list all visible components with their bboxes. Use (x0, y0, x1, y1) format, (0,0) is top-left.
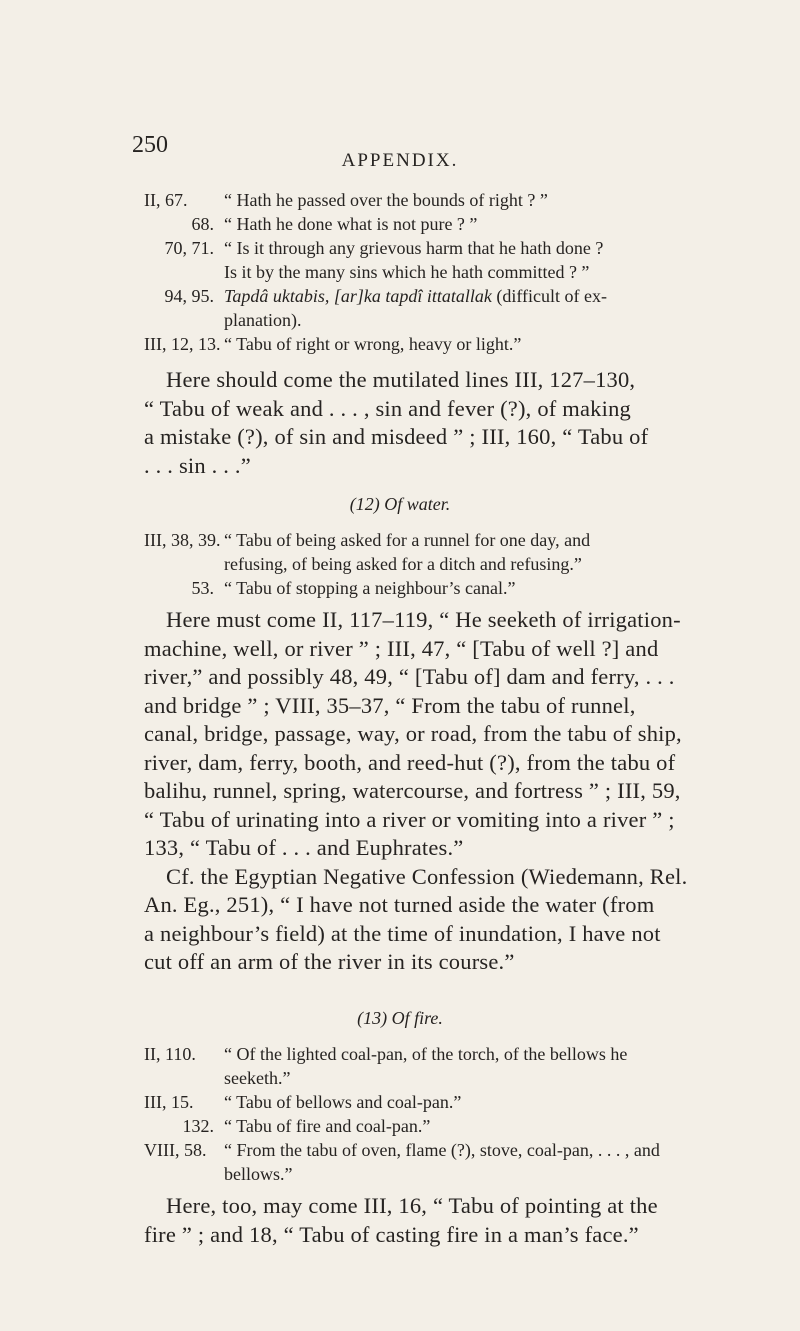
entry (144, 1162, 704, 1186)
paragraph-line: An. Eg., 251), “ I have not turned aside the water (from (144, 892, 655, 917)
entry (144, 576, 704, 600)
entry-ref (144, 1066, 224, 1090)
entry-text: “ From the tabu of oven, flame (?), stove, coal-pan, . . . , and (224, 1140, 660, 1160)
paragraph-line: . . . sin . . .” (144, 452, 251, 478)
entry-text: “ Hath he done what is not pure ? ” (224, 214, 478, 234)
entry-text-rest: (difficult of ex- (491, 286, 607, 306)
entry-text: bellows.” (224, 1164, 293, 1184)
entry-text: refusing, of being asked for a ditch and refusing.” (224, 554, 582, 574)
entry (144, 1090, 704, 1114)
entry (144, 188, 704, 212)
entry-ref (144, 260, 224, 284)
paragraph-line: Here should come the mutilated lines III, 127–130, (166, 367, 636, 392)
page-number: 250 (132, 132, 168, 158)
paragraph-line: machine, well, or river ” ; III, 47, “ [Tabu of well ?] and (144, 635, 659, 661)
akkadian-phrase: Tapdâ uktabis, [ar]ka tapdî ittatallak (224, 286, 492, 306)
entry-ref: III, 38, 39. (144, 530, 221, 550)
entry-text (224, 284, 704, 308)
paragraph-line: a mistake (?), of sin and misdeed ” ; III, 160, “ Tabu of (144, 424, 649, 449)
entry (144, 552, 704, 576)
entry (144, 236, 704, 260)
entry-text: planation). (224, 310, 302, 330)
entry-ref: 70, 71. (164, 238, 214, 258)
entry-ref: 53. (191, 578, 214, 598)
section-heading-fire: (13) Of fire. (357, 1008, 443, 1028)
section-heading-water: (12) Of water. (349, 494, 451, 514)
entry (144, 1042, 704, 1066)
entry (144, 332, 704, 356)
entry-ref: III, 15. (144, 1092, 194, 1112)
entry-text: seeketh.” (224, 1068, 291, 1088)
entry-ref: 94, 95. (164, 286, 214, 306)
entry (144, 260, 704, 284)
paragraph (144, 1192, 709, 1249)
running-head: APPENDIX. (341, 150, 459, 171)
paragraph-line: and bridge ” ; VIII, 35–37, “ From the tabu of runnel, (144, 692, 636, 718)
entry (144, 1138, 704, 1162)
entry-ref: II, 67. (144, 190, 188, 210)
entry-ref: 68. (191, 214, 214, 234)
entry (144, 1114, 704, 1138)
entry (144, 212, 704, 236)
entry-ref (144, 552, 224, 576)
entry-ref: VIII, 58. (144, 1140, 207, 1160)
entry-text: “ Tabu of right or wrong, heavy or light.” (224, 334, 522, 354)
paragraph (144, 366, 709, 480)
entry-text: “ Hath he passed over the bounds of right ? ” (224, 190, 548, 210)
entry-text: “ Tabu of bellows and coal-pan.” (224, 1092, 462, 1112)
entry-ref: II, 110. (144, 1044, 196, 1064)
paragraph-line: canal, bridge, passage, way, or road, from the tabu of ship, (144, 721, 682, 746)
paragraph-line: Here, too, may come III, 16, “ Tabu of pointing at the (166, 1193, 658, 1218)
entry (144, 308, 704, 332)
entry-text: “ Tabu of fire and coal-pan.” (224, 1116, 431, 1136)
entry-ref (144, 308, 224, 332)
entry-text: Is it by the many sins which he hath committed ? ” (224, 262, 590, 282)
paragraph-line: river, dam, ferry, booth, and reed-hut (?), from the tabu of (144, 749, 676, 775)
entry-ref: 132. (182, 1116, 214, 1136)
entry (144, 1066, 704, 1090)
paragraph-line: a neighbour’s field) at the time of inundation, I have not (144, 920, 661, 946)
entry-text: “ Of the lighted coal-pan, of the torch, of the bellows he (224, 1044, 628, 1064)
entry (144, 284, 704, 308)
paragraph-line: 133, “ Tabu of . . . and Euphrates.” (144, 835, 464, 860)
entry-ref: III, 12, 13. (144, 334, 221, 354)
paragraph-line: river,” and possibly 48, 49, “ [Tabu of] dam and ferry, . . . (144, 664, 675, 689)
paragraph-line: balihu, runnel, spring, watercourse, and fortress ” ; III, 59, (144, 778, 681, 803)
paragraph-line: Here must come II, 117–119, “ He seeketh of irrigation- (166, 607, 681, 632)
paragraph-line: “ Tabu of weak and . . . , sin and fever (?), of making (144, 395, 631, 421)
entry-text: “ Tabu of being asked for a runnel for one day, and (224, 530, 591, 550)
paragraph-line: Cf. the Egyptian Negative Confession (Wiedemann, Rel. (166, 863, 688, 889)
paragraph-line: cut off an arm of the river in its course.” (144, 949, 515, 974)
paragraph-line: “ Tabu of urinating into a river or vomiting into a river ” ; (144, 806, 675, 832)
entry-ref (144, 1162, 224, 1186)
entry-text: “ Tabu of stopping a neighbour’s canal.” (224, 578, 516, 598)
entry-text: “ Is it through any grievous harm that he hath done ? (224, 238, 604, 258)
paragraph (144, 606, 709, 977)
entry (144, 528, 704, 552)
paragraph-line: fire ” ; and 18, “ Tabu of casting fire in a man’s face.” (144, 1221, 639, 1247)
